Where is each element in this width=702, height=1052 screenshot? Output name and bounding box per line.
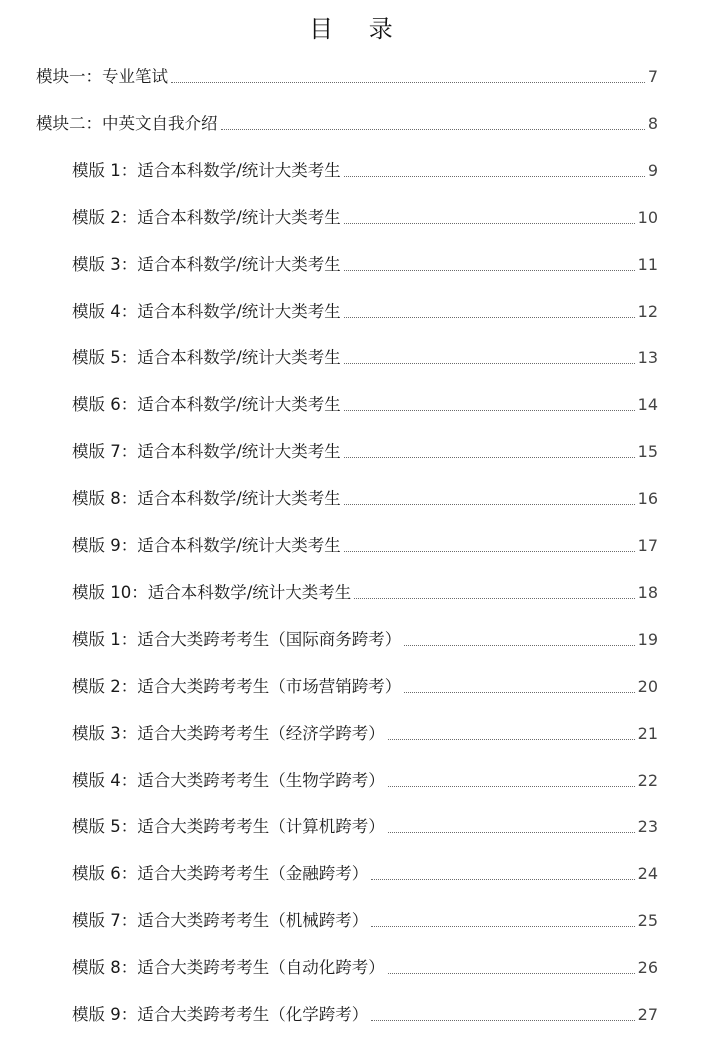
toc-entry-page-number: 8 — [647, 114, 658, 133]
toc-entry-label: 模版 9：适合大类跨考考生（化学跨考） — [72, 1005, 369, 1024]
toc-entry[interactable] — [72, 814, 658, 838]
toc-entry-page-number: 24 — [637, 864, 658, 883]
toc-leader-dots — [221, 128, 645, 130]
toc-leader-dots — [404, 644, 634, 646]
toc-entry[interactable] — [72, 158, 658, 182]
toc-entry[interactable] — [72, 861, 658, 885]
toc-entry-page-number: 22 — [637, 771, 658, 790]
toc-entry[interactable] — [72, 908, 658, 932]
toc-leader-dots — [344, 316, 635, 318]
toc-entry-label: 模版 1：适合本科数学/统计大类考生 — [72, 161, 341, 180]
toc-entry[interactable] — [72, 439, 658, 463]
toc-entry[interactable] — [72, 252, 658, 276]
toc-entry[interactable] — [72, 955, 658, 979]
toc-entry-label: 模块一：专业笔试 — [36, 67, 168, 86]
toc-entry-page-number: 13 — [637, 348, 658, 367]
toc-entry-label: 模版 1：适合大类跨考考生（国际商务跨考） — [72, 630, 402, 649]
toc-leader-dots — [388, 785, 635, 787]
toc-leader-dots — [344, 456, 635, 458]
toc-entry[interactable] — [72, 345, 658, 369]
toc-entry[interactable] — [36, 64, 658, 88]
toc-leader-dots — [404, 691, 634, 693]
toc-entry[interactable] — [72, 580, 658, 604]
toc-leader-dots — [371, 925, 634, 927]
toc-entry-page-number: 18 — [637, 583, 658, 602]
toc-entry-page-number: 25 — [637, 911, 658, 930]
toc-entry-page-number: 17 — [637, 536, 658, 555]
toc-leader-dots — [344, 175, 645, 177]
toc-entry-page-number: 19 — [637, 630, 658, 649]
toc-entry[interactable] — [72, 486, 658, 510]
toc-entry-label: 模版 3：适合本科数学/统计大类考生 — [72, 255, 341, 274]
toc-entry[interactable] — [72, 627, 658, 651]
toc-leader-dots — [371, 878, 634, 880]
toc-entry-page-number: 10 — [637, 208, 658, 227]
toc-entry[interactable] — [72, 205, 658, 229]
toc-entry-label: 模版 9：适合本科数学/统计大类考生 — [72, 536, 341, 555]
toc-entry-label: 模版 5：适合本科数学/统计大类考生 — [72, 348, 341, 367]
toc-leader-dots — [388, 738, 635, 740]
toc-entry-label: 模版 8：适合大类跨考考生（自动化跨考） — [72, 958, 385, 977]
toc-entry-label: 模版 6：适合大类跨考考生（金融跨考） — [72, 864, 369, 883]
toc-entry-label: 模版 2：适合大类跨考考生（市场营销跨考） — [72, 677, 402, 696]
toc-entry-label: 模版 4：适合大类跨考考生（生物学跨考） — [72, 771, 385, 790]
toc-entry-label: 模版 5：适合大类跨考考生（计算机跨考） — [72, 817, 385, 836]
toc-entry-label: 模版 4：适合本科数学/统计大类考生 — [72, 302, 341, 321]
toc-entry-page-number: 23 — [637, 817, 658, 836]
toc-entry-label: 模版 3：适合大类跨考考生（经济学跨考） — [72, 724, 385, 743]
toc-leader-dots — [344, 503, 635, 505]
toc-entry-page-number: 15 — [637, 442, 658, 461]
toc-entry-page-number: 9 — [647, 161, 658, 180]
toc-entry[interactable] — [72, 674, 658, 698]
toc-entry[interactable] — [72, 299, 658, 323]
toc-entry[interactable] — [72, 392, 658, 416]
toc-entry[interactable] — [72, 1002, 658, 1026]
toc-leader-dots — [344, 409, 635, 411]
toc-entry-page-number: 7 — [647, 67, 658, 86]
toc-leader-dots — [344, 222, 635, 224]
toc-entry-label: 模版 7：适合大类跨考考生（机械跨考） — [72, 911, 369, 930]
toc-entry[interactable] — [72, 721, 658, 745]
toc-entry-label: 模版 7：适合本科数学/统计大类考生 — [72, 442, 341, 461]
toc-entry-label: 模版 10：适合本科数学/统计大类考生 — [72, 583, 352, 602]
toc-leader-dots — [371, 1019, 634, 1021]
toc-entry-label: 模版 2：适合本科数学/统计大类考生 — [72, 208, 341, 227]
toc-entry[interactable] — [72, 768, 658, 792]
toc-entry[interactable] — [36, 111, 658, 135]
toc-leader-dots — [388, 831, 635, 833]
toc-entry-page-number: 11 — [637, 255, 658, 274]
toc-leader-dots — [354, 597, 634, 599]
page-title: 目 录 — [309, 15, 407, 43]
toc-leader-dots — [344, 550, 635, 552]
toc-entry-page-number: 12 — [637, 302, 658, 321]
toc-entry-page-number: 14 — [637, 395, 658, 414]
toc-entry-label: 模版 8：适合本科数学/统计大类考生 — [72, 489, 341, 508]
toc-entry-page-number: 21 — [637, 724, 658, 743]
toc-entry[interactable] — [72, 533, 658, 557]
toc-entry-page-number: 27 — [637, 1005, 658, 1024]
toc-leader-dots — [388, 972, 635, 974]
toc-entry-page-number: 26 — [637, 958, 658, 977]
toc-entry-label: 模块二：中英文自我介绍 — [36, 114, 218, 133]
toc-leader-dots — [171, 81, 645, 83]
toc-entry-page-number: 20 — [637, 677, 658, 696]
toc-entry-label: 模版 6：适合本科数学/统计大类考生 — [72, 395, 341, 414]
toc-leader-dots — [344, 362, 635, 364]
toc-entry-page-number: 16 — [637, 489, 658, 508]
toc-leader-dots — [344, 269, 635, 271]
